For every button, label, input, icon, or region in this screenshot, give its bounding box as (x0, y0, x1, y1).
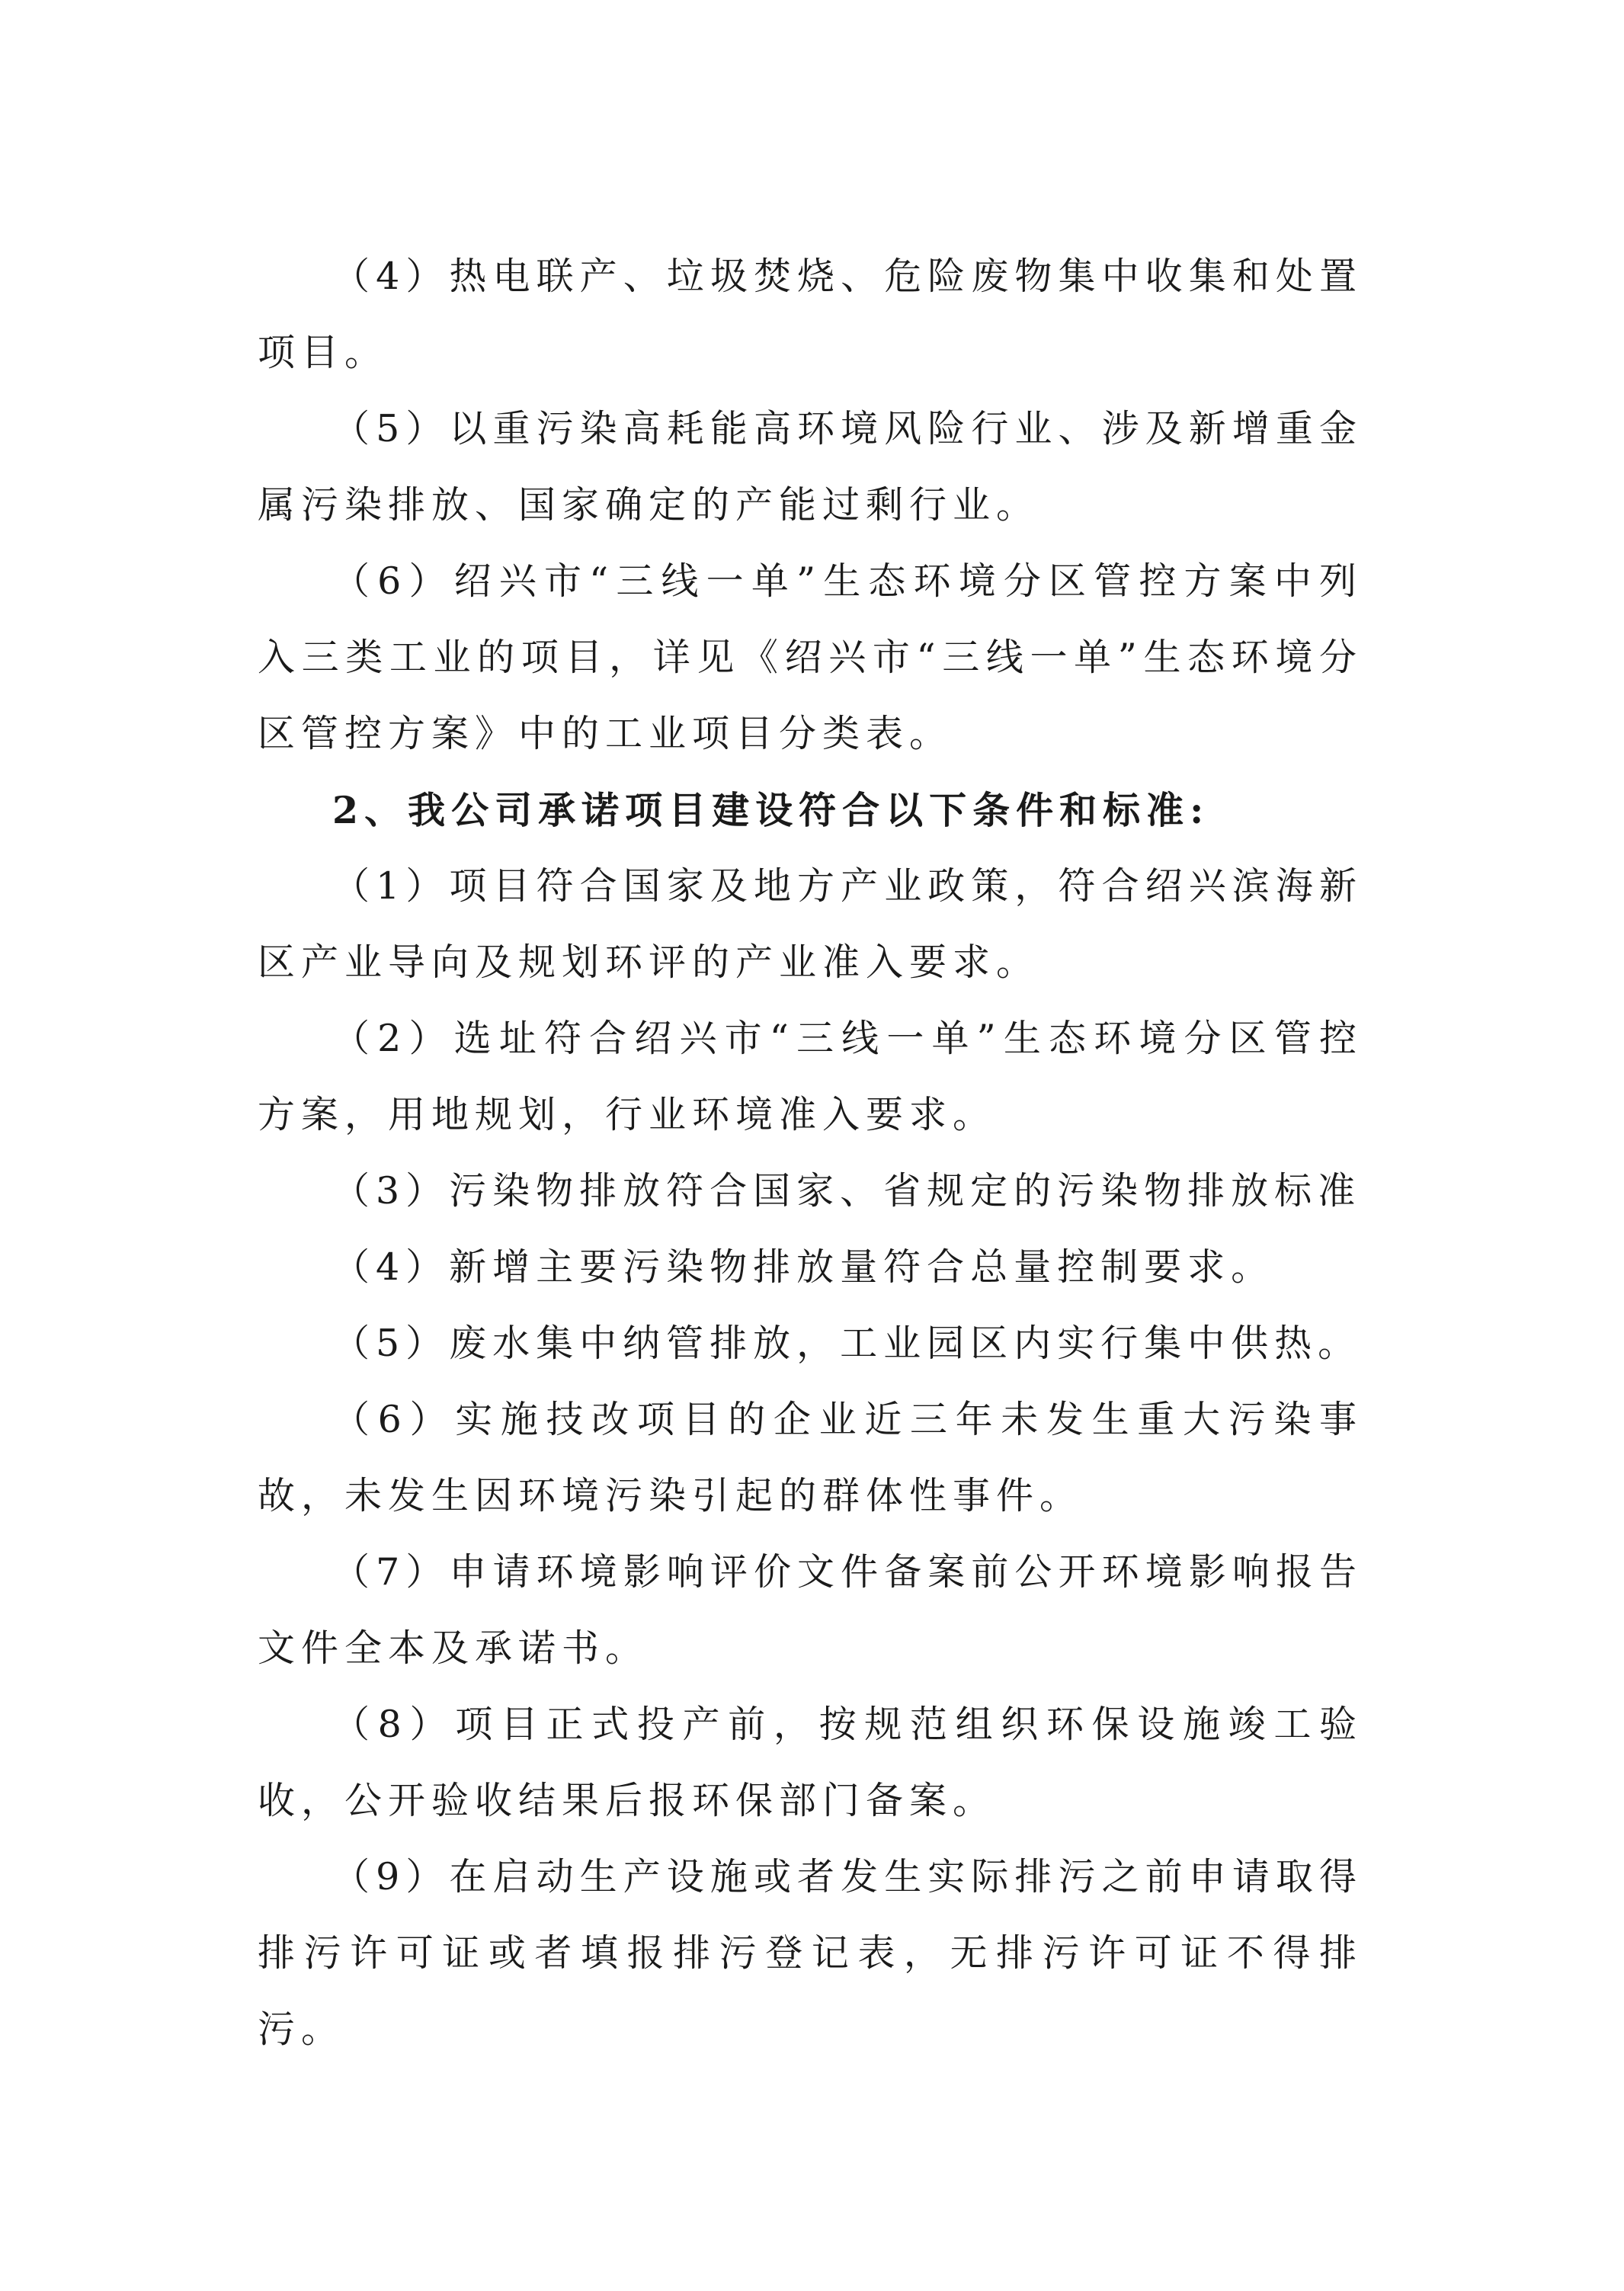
clause-4-cogeneration: （4）热电联产、垃圾焚烧、危险废物集中收集和处置项目。 (258, 255, 1363, 374)
commitment-5-wastewater: （5）废水集中纳管排放，工业园区内实行集中供热。 (332, 1322, 1362, 1365)
commitment-8-acceptance: （8）项目正式投产前，按规范组织环保设施竣工验收，公开验收结果后报环保部门备案。 (258, 1703, 1363, 1822)
clause-6-three-lines-one-list: （6）绍兴市“三线一单”生态环境分区管控方案中列入三类工业的项目，详见《绍兴市“三线一单”生态环境分区管控方案》中的工业项目分类表。 (258, 559, 1363, 755)
commitment-4-total-control: （4）新增主要污染物排放量符合总量控制要求。 (332, 1245, 1275, 1289)
commitment-2-site-selection: （2）选址符合绍兴市“三线一单”生态环境分区管控方案，用地规划，行业环境准入要求。 (258, 1017, 1363, 1136)
commitment-3-emission-standard: （3）污染物排放符合国家、省规定的污染物排放标准 (332, 1169, 1362, 1213)
commitment-7-disclosure: （7）申请环境影响评价文件备案前公开环境影响报告文件全本及承诺书。 (258, 1550, 1363, 1670)
commitment-6-no-accidents: （6）实施技改项目的企业近三年未发生重大污染事故，未发生因环境污染引起的群体性事件。 (258, 1398, 1363, 1517)
commitment-9-discharge-permit: （9）在启动生产设施或者发生实际排污之前申请取得排污许可证或者填报排污登记表，无排污许可证不得排污。 (258, 1855, 1363, 2051)
document-body (258, 239, 1363, 2068)
section-heading-commitment: 2、我公司承诺项目建设符合以下条件和标准: (332, 788, 1210, 832)
commitment-1-industrial-policy: （1）项目符合国家及地方产业政策，符合绍兴滨海新区产业导向及规划环评的产业准入要求。 (258, 864, 1363, 984)
clause-5-heavy-pollution: （5）以重污染高耗能高环境风险行业、涉及新增重金属污染排放、国家确定的产能过剩行业。 (258, 407, 1363, 527)
